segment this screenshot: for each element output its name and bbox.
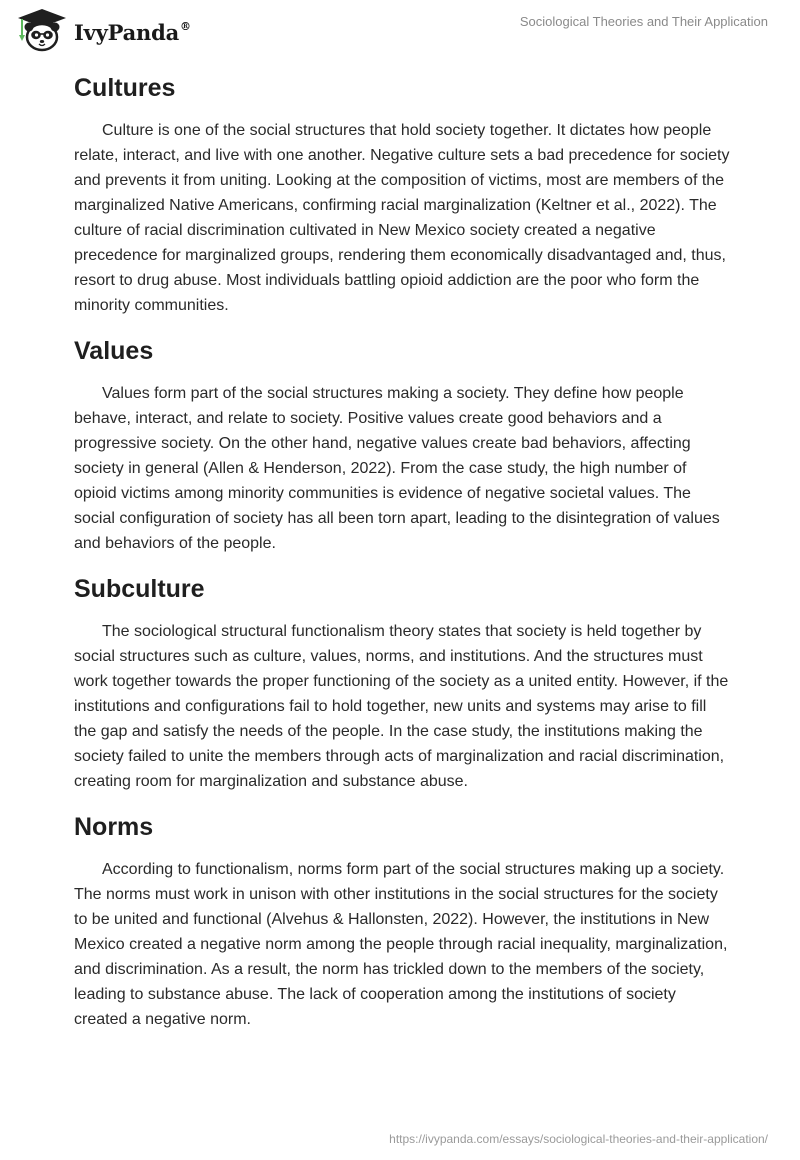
page-header xyxy=(0,0,800,60)
section-norms xyxy=(74,811,730,1032)
section-paragraph: According to functionalism, norms form part of the social structures making up a society. The norms must work in unison with other institutions in the social structures for the society to be united and functional (Alvehus & Hallonsten, 2022). However, the institutions in New Mexico created a negative norm among the people through racial inequality, marginalization, and discrimination. As a result, the norm has trickled down to the members of the society, leading to substance abuse. The lack of cooperation among the institutions of society created a negative norm. xyxy=(74,861,728,1028)
section-paragraph: Culture is one of the social structures that hold society together. It dictates how people relate, interact, and live with one another. Negative culture sets a bad precedence for society and prevents it from uniting. Looking at the composition of victims, most are members of the marginalized Native Americans, confirming racial marginalization (Keltner et al., 2022). The culture of racial discrimination cultivated in New Mexico society created a negative precedence for marginalized groups, rendering them economically disadvantaged and, thus, resort to drug abuse. Most individuals battling opioid addiction are the poor who form the minority communities. xyxy=(74,122,730,314)
section-heading: Norms xyxy=(74,813,154,841)
section-heading: Cultures xyxy=(74,74,176,102)
document-title: Sociological Theories and Their Application xyxy=(519,14,768,29)
section-cultures xyxy=(74,72,730,318)
ivypanda-logo[interactable] xyxy=(14,7,191,53)
panda-graduate-icon xyxy=(14,7,70,53)
section-paragraph: The sociological structural functionalism theory states that society is held together by social structures such as culture, values, norms, and institutions. And the structures must work together towards the proper functioning of the society as a united entity. However, if the institutions and configurations fail to hold together, new units and systems may arise to fill the gap and satisfy the needs of the people. In the case study, the institutions making the society failed to unite the members through acts of marginalization and racial discrimination, creating room for marginalization and substance abuse. xyxy=(74,623,729,790)
registered-mark: ® xyxy=(180,19,191,33)
section-paragraph: Values form part of the social structures making a society. They define how people behave, interact, and relate to society. Positive values create good behaviors and a progressive society. On the other hand, negative values create bad behaviors, affecting society in general (Allen & Henderson, 2022). From the case study, the high number of opioid victims among minority communities is evidence of negative societal values. The social configuration of society has all been torn apart, leading to the disintegration of values and behaviors of the people. xyxy=(74,385,720,552)
article-content xyxy=(74,72,730,1049)
source-url[interactable]: https://ivypanda.com/essays/sociological-theories-and-their-application/ xyxy=(389,1132,768,1146)
section-heading: Values xyxy=(74,337,154,365)
brand-name: IvyPanda® xyxy=(74,19,191,45)
section-subculture xyxy=(74,573,730,794)
section-values xyxy=(74,335,730,556)
section-heading: Subculture xyxy=(74,575,205,603)
